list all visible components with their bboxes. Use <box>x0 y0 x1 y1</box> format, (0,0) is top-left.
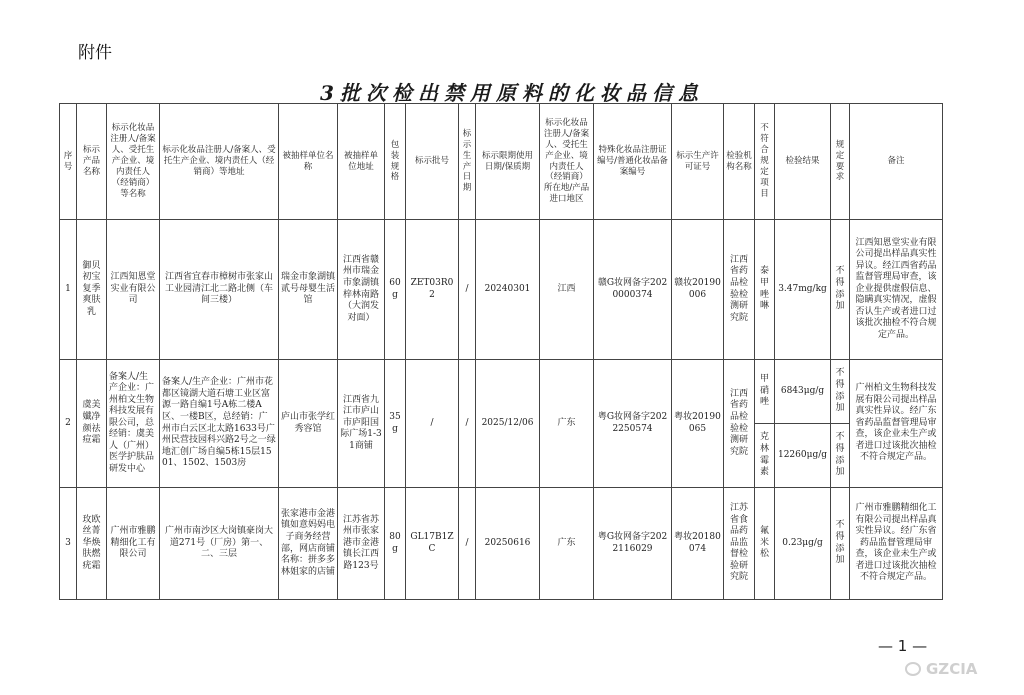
cell-product: 御贝初宝复季爽肤乳 <box>77 220 107 360</box>
cell-product: 玫欧丝菁华焕肤燃疣霜 <box>77 488 107 600</box>
cell-remark: 江西知恩堂实业有限公司提出样品真实性异议。经江西省药品监督管理局审查，该企业提供虚假信息、隐瞒真实情况，虚假否认生产或者进口过该批次抽检不符合规定产品。 <box>850 220 943 360</box>
cell-sampled-unit: 张家港市金港镇如意妈妈电子商务经营部，网店商铺名称：拼多多林姐家的店铺 <box>279 488 338 600</box>
header-cell: 特殊化妆品注册证编号/普通化妆品备案编号 <box>594 104 672 220</box>
cell-company: 江西知恩堂实业有限公司 <box>107 220 160 360</box>
cell-sampled-unit: 瑞金市象湖镇贰号母婴生活馆 <box>279 220 338 360</box>
header-cell: 不符合规定项目 <box>755 104 775 220</box>
cell-sampled-unit: 庐山市张学红秀容馆 <box>279 360 338 488</box>
header-cell: 检验机构名称 <box>724 104 755 220</box>
cell-item: 氟米松 <box>755 488 775 600</box>
cell-lab: 江西省药品检验检测研究院 <box>724 220 755 360</box>
cell-prod-date: / <box>459 488 476 600</box>
cell-remark: 广州柏文生物科技发展有限公司提出样品真实性异议。经广东省药品监督管理局审查，该企业未生产或者进口过该批次抽检不符合规定产品。 <box>850 360 943 488</box>
cell-batch: ZET03R02 <box>406 220 459 360</box>
watermark-text: GZCIA <box>926 660 978 678</box>
cell-item: 克林霉素 <box>755 424 775 488</box>
cell-sampled-address: 江苏省苏州市张家港市金港镇长江西路123号 <box>338 488 385 600</box>
cell-reg-no: 粤G妆网备字2022250574 <box>594 360 672 488</box>
document-title: 3批次检出禁用原料的化妆品信息 <box>320 81 704 105</box>
cell-package: 35g <box>385 360 406 488</box>
cell-reg-no: 赣G妆网备字2020000374 <box>594 220 672 360</box>
cell-expiry: 20240301 <box>476 220 540 360</box>
cell-item: 泰甲唑啉 <box>755 220 775 360</box>
table-row <box>60 488 943 600</box>
cell-requirement: 不得添加 <box>831 360 850 424</box>
header-cell: 标示化妆品注册人/备案人、受托生产企业、境内责任人（经销商）所在地/产品进口地区 <box>540 104 594 220</box>
attachment-label: 附件 <box>78 43 112 63</box>
cell-prod-date: / <box>459 220 476 360</box>
inspection-table <box>59 103 943 600</box>
cell-address: 广州市南沙区大岗镇豪岗大道271号（厂房）第一、二、三层 <box>160 488 279 600</box>
cell-license: 赣妆20190006 <box>672 220 724 360</box>
table-header-row <box>60 104 943 220</box>
page-number: — 1 — <box>878 637 928 655</box>
cell-requirement: 不得添加 <box>831 488 850 600</box>
cell-expiry: 20250616 <box>476 488 540 600</box>
header-cell: 标示化妆品注册人/备案人、受托生产企业、境内责任人（经销商）等地址 <box>160 104 279 220</box>
cell-company: 备案人/生产企业：广州柏文生物科技发展有限公司，总经销：虞美人（广州）医学护肤品研发中心 <box>107 360 160 488</box>
cell-result: 3.47mg/kg <box>775 220 831 360</box>
header-cell: 标示生产日期 <box>459 104 476 220</box>
cell-prod-date: / <box>459 360 476 488</box>
header-cell: 检验结果 <box>775 104 831 220</box>
cell-expiry: 2025/12/06 <box>476 360 540 488</box>
header-cell: 备注 <box>850 104 943 220</box>
cell-batch: / <box>406 360 459 488</box>
weibo-icon <box>905 662 921 676</box>
cell-requirement: 不得添加 <box>831 220 850 360</box>
table-row <box>60 220 943 360</box>
header-cell: 标示批号 <box>406 104 459 220</box>
cell-item: 甲硝唑 <box>755 360 775 424</box>
header-cell: 序号 <box>60 104 77 220</box>
cell-sampled-address: 江西省九江市庐山市庐阳国际广场1-31商铺 <box>338 360 385 488</box>
cell-lab: 江西省药品检验检测研究院 <box>724 360 755 488</box>
cell-address: 备案人/生产企业：广州市花都区镜湖大道石塘工业区富源一路自编1号A栋二楼A区、一楼B区，总经销：广州市白云区北太路1633号广州民营技园科兴路2号之一绿地汇创广场自编5栋15层1501、1502、1503房 <box>160 360 279 488</box>
cell-license: 粤妆20180074 <box>672 488 724 600</box>
header-cell: 规定要求 <box>831 104 850 220</box>
cell-region: 广东 <box>540 360 594 488</box>
header-cell: 标示产品名称 <box>77 104 107 220</box>
header-cell: 包装规格 <box>385 104 406 220</box>
cell-remark: 广州市雅鹏精细化工有限公司提出样品真实性异议。经广东省药品监督管理局审查，该企业未生产或者进口过该批次抽检不符合规定产品。 <box>850 488 943 600</box>
header-cell: 标示化妆品注册人/备案人、受托生产企业、境内责任人（经销商）等名称 <box>107 104 160 220</box>
watermark <box>905 660 977 678</box>
cell-no: 2 <box>60 360 77 488</box>
cell-product: 虞美孅净颜祛痘霜 <box>77 360 107 488</box>
cell-batch: GL17B1ZC <box>406 488 459 600</box>
cell-lab: 江苏省食品药品监督检验研究院 <box>724 488 755 600</box>
cell-sampled-address: 江西省赣州市瑞金市象湖镇梓林南路（大润发对面） <box>338 220 385 360</box>
header-cell: 被抽样单位名称 <box>279 104 338 220</box>
header-cell: 标示生产许可证号 <box>672 104 724 220</box>
cell-result: 0.23μg/g <box>775 488 831 600</box>
table-row <box>60 360 943 424</box>
cell-no: 1 <box>60 220 77 360</box>
cell-company: 广州市雅鹏精细化工有限公司 <box>107 488 160 600</box>
cell-result: 6843μg/g <box>775 360 831 424</box>
cell-address: 江西省宜春市樟树市张家山工业园清江北二路北侧（车间三楼） <box>160 220 279 360</box>
header-cell: 被抽样单位地址 <box>338 104 385 220</box>
cell-package: 80g <box>385 488 406 600</box>
cell-region: 江西 <box>540 220 594 360</box>
header-cell: 标示限期使用日期/保质期 <box>476 104 540 220</box>
cell-package: 60g <box>385 220 406 360</box>
cell-no: 3 <box>60 488 77 600</box>
cell-result: 12260μg/g <box>775 424 831 488</box>
cell-region: 广东 <box>540 488 594 600</box>
cell-reg-no: 粤G妆网备字2022116029 <box>594 488 672 600</box>
cell-requirement: 不得添加 <box>831 424 850 488</box>
cell-license: 粤妆20190065 <box>672 360 724 488</box>
